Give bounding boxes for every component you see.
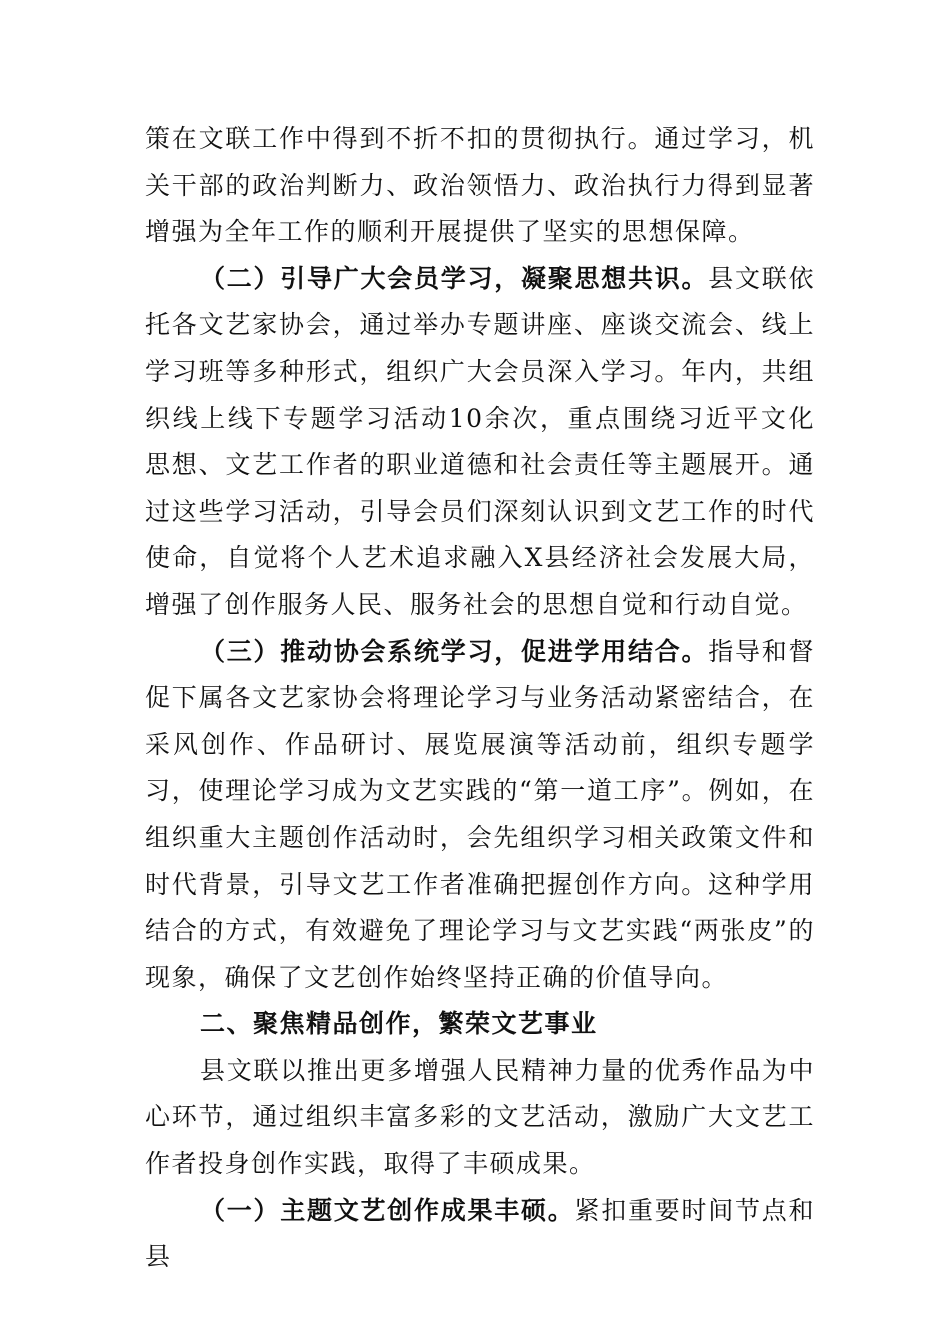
subsection-1-paragraph [145, 1188, 815, 1281]
chapter-intro-paragraph [145, 1048, 815, 1188]
section-3-paragraph [145, 629, 815, 1002]
section-3-lead: （三）推动协会系统学习，促进学用结合。 [200, 636, 709, 666]
section-2-paragraph [145, 256, 815, 629]
subsection-1-lead: （一）主题文艺创作成果丰硕。 [200, 1195, 575, 1225]
chapter-heading: 二、聚焦精品创作，繁荣文艺事业 [200, 1009, 598, 1039]
section-3-body: 指导和督促下属各文艺家协会将理论学习与业务活动紧密结合，在采风创作、作品研讨、展览展演等活动前，组织专题学习，使理论学习成为文艺实践的“第一道工序”。例如，在组织重大主题创作活动时，会先组织学习相关政策文件和时代背景，引导文艺工作者准确把握创作方向。这种学用结合的方式，有效避免了理论学习与文艺实践“两张皮”的现象，确保了文艺创作始终坚持正确的价值导向。 [145, 636, 815, 992]
section-2-lead: （二）引导广大会员学习，凝聚思想共识。 [200, 263, 709, 293]
document-body [145, 116, 815, 1281]
subsection-1-body: 紧扣重要时间节点和县 [145, 1195, 815, 1272]
paragraph-continuation [145, 116, 815, 256]
chapter-intro-text: 县文联以推出更多增强人民精神力量的优秀作品为中心环节，通过组织丰富多彩的文艺活动，激励广大文艺工作者投身创作实践，取得了丰硕成果。 [145, 1055, 815, 1179]
paragraph-text: 策在文联工作中得到不折不扣的贯彻执行。通过学习，机关干部的政治判断力、政治领悟力、政治执行力得到显著增强为全年工作的顺利开展提供了坚实的思想保障。 [145, 124, 815, 247]
section-2-body: 县文联依托各文艺家协会，通过举办专题讲座、座谈交流会、线上学习班等多种形式，组织广大会员深入学习。年内，共组织线上线下专题学习活动10余次，重点围绕习近平文化思想、文艺工作者的职业道德和社会责任等主题展开。通过这些学习活动，引导会员们深刻认识到文艺工作的时代使命，自觉将个人艺术追求融入X县经济社会发展大局，增强了创作服务人民、服务社会的思想自觉和行动自觉。 [145, 263, 815, 619]
